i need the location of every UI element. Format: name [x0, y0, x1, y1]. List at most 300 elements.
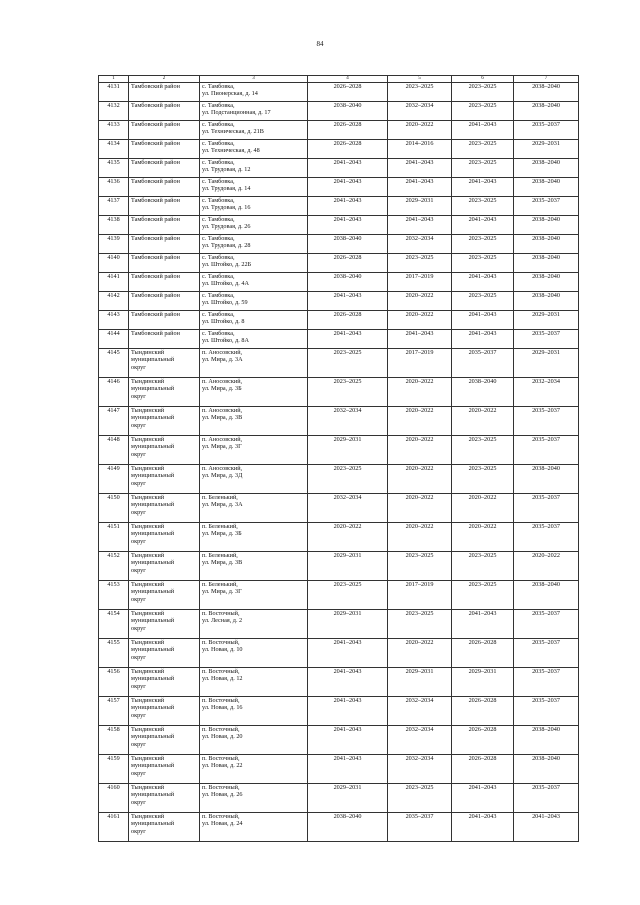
district-cell	[129, 523, 200, 552]
period-cell-c7: 2038–2040	[514, 254, 579, 273]
address-cell	[200, 523, 308, 552]
period-cell-c7: 2041–2043	[514, 813, 579, 842]
district-line: округ	[131, 740, 146, 748]
period-cell-c5: 2017–2019	[388, 273, 452, 292]
row-number-cell: 4139	[99, 235, 129, 254]
district-line: Тындинский	[131, 465, 165, 472]
period-cell-c6: 2020–2022	[452, 407, 514, 436]
district-cell	[129, 813, 200, 842]
period-cell-c4: 2029–2031	[308, 552, 388, 581]
district-cell	[129, 102, 200, 121]
district-cell	[129, 726, 200, 755]
table-row	[99, 102, 579, 121]
table-row	[99, 311, 579, 330]
district-line: Тамбовский район	[131, 83, 180, 90]
address-line: п. Беленький,	[202, 523, 238, 530]
period-cell-c4: 2029–2031	[308, 610, 388, 639]
address-line: п. Восточный,	[202, 668, 240, 675]
district-line: округ	[131, 392, 146, 400]
period-cell-c4: 2041–2043	[308, 668, 388, 697]
district-line: округ	[131, 682, 146, 690]
row-number-cell: 4161	[99, 813, 129, 842]
row-number-cell: 4136	[99, 178, 129, 197]
row-number-cell: 4148	[99, 436, 129, 465]
period-cell-c5: 2032–2034	[388, 697, 452, 726]
table-row	[99, 330, 579, 349]
period-cell-c5: 2029–2031	[388, 197, 452, 216]
table-row	[99, 494, 579, 523]
district-cell	[129, 639, 200, 668]
row-number-cell: 4146	[99, 378, 129, 407]
district-cell	[129, 349, 200, 378]
period-cell-c4: 2023–2025	[308, 349, 388, 378]
period-cell-c7: 2038–2040	[514, 235, 579, 254]
period-cell-c6: 2029–2031	[452, 668, 514, 697]
district-line: Тындинский	[131, 581, 165, 588]
address-line: ул. Штойко, д. 4А	[202, 280, 249, 288]
address-cell	[200, 102, 308, 121]
period-cell-c7: 2038–2040	[514, 465, 579, 494]
address-line: п. Аносовский,	[202, 407, 243, 414]
district-line: округ	[131, 798, 146, 806]
district-line: Тындинский	[131, 407, 165, 414]
address-cell	[200, 121, 308, 140]
table-body	[99, 83, 579, 842]
period-cell-c5: 2023–2025	[388, 83, 452, 102]
address-line: ул. Штойко, д. 22Б	[202, 261, 252, 269]
address-cell	[200, 581, 308, 610]
district-line: Тамбовский район	[131, 140, 180, 147]
period-cell-c5: 2032–2034	[388, 755, 452, 784]
period-cell-c7: 2032–2034	[514, 378, 579, 407]
period-cell-c4: 2038–2040	[308, 102, 388, 121]
district-line: Тамбовский район	[131, 102, 180, 109]
district-cell	[129, 668, 200, 697]
column-header: 4	[308, 76, 388, 83]
address-line: п. Восточный,	[202, 639, 240, 646]
row-number-cell: 4145	[99, 349, 129, 378]
district-line: Тамбовский район	[131, 178, 180, 185]
district-line: Тамбовский район	[131, 197, 180, 204]
address-line: п. Восточный,	[202, 726, 240, 733]
row-number-cell: 4154	[99, 610, 129, 639]
period-cell-c4: 2023–2025	[308, 581, 388, 610]
period-cell-c6: 2041–2043	[452, 330, 514, 349]
district-cell	[129, 121, 200, 140]
district-cell	[129, 178, 200, 197]
district-line: округ	[131, 827, 146, 835]
period-cell-c7: 2035–2037	[514, 523, 579, 552]
row-number-cell: 4158	[99, 726, 129, 755]
district-cell	[129, 755, 200, 784]
district-line: муниципальный	[131, 791, 175, 799]
period-cell-c4: 2041–2043	[308, 726, 388, 755]
district-line: округ	[131, 624, 146, 632]
address-cell	[200, 726, 308, 755]
period-cell-c4: 2038–2040	[308, 235, 388, 254]
period-cell-c4: 2038–2040	[308, 273, 388, 292]
district-cell	[129, 378, 200, 407]
district-line: муниципальный	[131, 472, 175, 480]
district-line: муниципальный	[131, 501, 175, 509]
district-cell	[129, 494, 200, 523]
address-line: п. Восточный,	[202, 784, 240, 791]
row-number-cell: 4160	[99, 784, 129, 813]
column-header: 2	[129, 76, 200, 83]
district-line: Тамбовский район	[131, 121, 180, 128]
period-cell-c7: 2038–2040	[514, 273, 579, 292]
district-line: муниципальный	[131, 646, 175, 654]
table-row	[99, 235, 579, 254]
district-line: муниципальный	[131, 675, 175, 683]
period-cell-c5: 2023–2025	[388, 610, 452, 639]
table-row	[99, 216, 579, 235]
row-number-cell: 4143	[99, 311, 129, 330]
district-line: Тындинский	[131, 349, 165, 356]
period-cell-c7: 2035–2037	[514, 436, 579, 465]
district-line: муниципальный	[131, 820, 175, 828]
period-cell-c5: 2041–2043	[388, 216, 452, 235]
period-cell-c6: 2023–2025	[452, 140, 514, 159]
row-number-cell: 4150	[99, 494, 129, 523]
period-cell-c7: 2035–2037	[514, 697, 579, 726]
address-line: ул. Мира, д. 3Б	[202, 530, 242, 538]
period-cell-c7: 2038–2040	[514, 102, 579, 121]
period-cell-c4: 2023–2025	[308, 378, 388, 407]
period-cell-c6: 2023–2025	[452, 581, 514, 610]
address-line: п. Восточный,	[202, 697, 240, 704]
district-line: Тамбовский район	[131, 292, 180, 299]
row-number-cell: 4142	[99, 292, 129, 311]
district-cell	[129, 581, 200, 610]
address-line: ул. Новая, д. 24	[202, 820, 243, 828]
district-line: Тамбовский район	[131, 254, 180, 261]
column-header: 3	[200, 76, 308, 83]
period-cell-c6: 2023–2025	[452, 436, 514, 465]
period-cell-c7: 2038–2040	[514, 755, 579, 784]
period-cell-c7: 2035–2037	[514, 197, 579, 216]
address-line: ул. Новая, д. 22	[202, 762, 243, 770]
row-number-cell: 4147	[99, 407, 129, 436]
address-cell	[200, 178, 308, 197]
period-cell-c5: 2035–2037	[388, 813, 452, 842]
period-cell-c6: 2041–2043	[452, 273, 514, 292]
address-line: п. Беленький,	[202, 552, 238, 559]
district-cell	[129, 330, 200, 349]
address-line: ул. Новая, д. 20	[202, 733, 243, 741]
row-number-cell: 4144	[99, 330, 129, 349]
period-cell-c6: 2023–2025	[452, 83, 514, 102]
period-cell-c5: 2041–2043	[388, 330, 452, 349]
district-line: Тамбовский район	[131, 235, 180, 242]
address-cell	[200, 330, 308, 349]
table-row	[99, 726, 579, 755]
period-cell-c4: 2032–2034	[308, 494, 388, 523]
period-cell-c4: 2029–2031	[308, 784, 388, 813]
period-cell-c7: 2035–2037	[514, 330, 579, 349]
period-cell-c7: 2038–2040	[514, 178, 579, 197]
district-cell	[129, 216, 200, 235]
district-line: муниципальный	[131, 588, 175, 596]
period-cell-c6: 2041–2043	[452, 610, 514, 639]
column-header: 1	[99, 76, 129, 83]
district-cell	[129, 436, 200, 465]
address-line: ул. Лесная, д. 2	[202, 617, 243, 625]
address-line: ул. Мира, д. 3А	[202, 356, 243, 364]
district-line: муниципальный	[131, 356, 175, 364]
address-cell	[200, 813, 308, 842]
address-line: ул. Пионерская, д. 14	[202, 90, 258, 98]
district-cell	[129, 235, 200, 254]
page-number: 84	[316, 40, 324, 48]
address-line: с. Тамбовка,	[202, 159, 235, 166]
period-cell-c6: 2023–2025	[452, 552, 514, 581]
district-cell	[129, 273, 200, 292]
address-line: с. Тамбовка,	[202, 216, 235, 223]
address-cell	[200, 159, 308, 178]
address-line: п. Восточный,	[202, 610, 240, 617]
period-cell-c7: 2029–2031	[514, 311, 579, 330]
district-line: округ	[131, 537, 146, 545]
district-line: округ	[131, 508, 146, 516]
address-line: с. Тамбовка,	[202, 254, 235, 261]
period-cell-c5: 2017–2019	[388, 581, 452, 610]
district-cell	[129, 159, 200, 178]
district-cell	[129, 311, 200, 330]
row-number-cell: 4138	[99, 216, 129, 235]
period-cell-c6: 2026–2028	[452, 697, 514, 726]
table-row	[99, 668, 579, 697]
table-row	[99, 552, 579, 581]
address-cell	[200, 311, 308, 330]
address-cell	[200, 436, 308, 465]
address-cell	[200, 273, 308, 292]
period-cell-c5: 2014–2016	[388, 140, 452, 159]
district-line: муниципальный	[131, 762, 175, 770]
address-line: ул. Трудовая, д. 26	[202, 223, 251, 231]
period-cell-c6: 2041–2043	[452, 121, 514, 140]
period-cell-c4: 2026–2028	[308, 140, 388, 159]
period-cell-c4: 2041–2043	[308, 639, 388, 668]
row-number-cell: 4140	[99, 254, 129, 273]
district-line: Тындинский	[131, 523, 165, 530]
row-number-cell: 4131	[99, 83, 129, 102]
address-line: ул. Мира, д. 3Г	[202, 443, 242, 451]
period-cell-c5: 2020–2022	[388, 311, 452, 330]
period-cell-c6: 2020–2022	[452, 494, 514, 523]
district-line: округ	[131, 450, 146, 458]
district-line: муниципальный	[131, 733, 175, 741]
period-cell-c7: 2038–2040	[514, 726, 579, 755]
period-cell-c5: 2023–2025	[388, 784, 452, 813]
table-row	[99, 292, 579, 311]
address-line: п. Восточный,	[202, 755, 240, 762]
period-cell-c6: 2035–2037	[452, 349, 514, 378]
district-line: Тамбовский район	[131, 159, 180, 166]
table-row	[99, 254, 579, 273]
address-line: с. Тамбовка,	[202, 102, 235, 109]
period-cell-c6: 2020–2022	[452, 523, 514, 552]
district-line: Тындинский	[131, 697, 165, 704]
row-number-cell: 4135	[99, 159, 129, 178]
table-row	[99, 140, 579, 159]
address-line: п. Аносовский,	[202, 436, 243, 443]
address-line: ул. Трудовая, д. 28	[202, 242, 251, 250]
district-line: муниципальный	[131, 617, 175, 625]
district-line: Тындинский	[131, 784, 165, 791]
period-cell-c5: 2020–2022	[388, 378, 452, 407]
period-cell-c4: 2029–2031	[308, 436, 388, 465]
address-line: с. Тамбовка,	[202, 311, 235, 318]
period-cell-c4: 2041–2043	[308, 697, 388, 726]
row-number-cell: 4132	[99, 102, 129, 121]
address-line: ул. Техническая, д. 48	[202, 147, 260, 155]
address-cell	[200, 83, 308, 102]
district-line: Тамбовский район	[131, 330, 180, 337]
period-cell-c5: 2041–2043	[388, 159, 452, 178]
district-cell	[129, 784, 200, 813]
period-cell-c7: 2038–2040	[514, 216, 579, 235]
period-cell-c4: 2041–2043	[308, 330, 388, 349]
address-line: ул. Мира, д. 3Д	[202, 472, 243, 480]
period-cell-c5: 2023–2025	[388, 552, 452, 581]
address-line: ул. Новая, д. 16	[202, 704, 243, 712]
period-cell-c6: 2023–2025	[452, 235, 514, 254]
district-line: Тындинский	[131, 494, 165, 501]
period-cell-c5: 2020–2022	[388, 436, 452, 465]
address-cell	[200, 197, 308, 216]
period-cell-c6: 2041–2043	[452, 784, 514, 813]
address-line: ул. Подстанционная, д. 17	[202, 109, 271, 117]
address-line: ул. Мира, д. 3Г	[202, 588, 242, 596]
column-header: 6	[452, 76, 514, 83]
district-line: Тындинский	[131, 813, 165, 820]
table-row	[99, 197, 579, 216]
district-line: округ	[131, 711, 146, 719]
address-line: ул. Новая, д. 26	[202, 791, 243, 799]
table-row	[99, 610, 579, 639]
period-cell-c5: 2020–2022	[388, 639, 452, 668]
address-line: ул. Трудовая, д. 14	[202, 185, 251, 193]
table-row	[99, 813, 579, 842]
district-cell	[129, 610, 200, 639]
period-cell-c5: 2020–2022	[388, 407, 452, 436]
address-line: с. Тамбовка,	[202, 330, 235, 337]
district-line: муниципальный	[131, 443, 175, 451]
period-cell-c4: 2026–2028	[308, 311, 388, 330]
district-line: Тындинский	[131, 726, 165, 733]
period-cell-c4: 2023–2025	[308, 465, 388, 494]
district-line: муниципальный	[131, 414, 175, 422]
address-cell	[200, 254, 308, 273]
period-cell-c5: 2032–2034	[388, 235, 452, 254]
row-number-cell: 4157	[99, 697, 129, 726]
table-row	[99, 407, 579, 436]
period-cell-c7: 2029–2031	[514, 140, 579, 159]
district-line: округ	[131, 363, 146, 371]
period-cell-c6: 2023–2025	[452, 465, 514, 494]
table-row	[99, 581, 579, 610]
period-cell-c5: 2020–2022	[388, 494, 452, 523]
district-line: Тындинский	[131, 552, 165, 559]
district-line: муниципальный	[131, 704, 175, 712]
period-cell-c4: 2026–2028	[308, 121, 388, 140]
district-cell	[129, 407, 200, 436]
period-cell-c4: 2041–2043	[308, 159, 388, 178]
period-cell-c4: 2041–2043	[308, 216, 388, 235]
district-cell	[129, 292, 200, 311]
district-cell	[129, 140, 200, 159]
period-cell-c6: 2026–2028	[452, 639, 514, 668]
district-line: округ	[131, 769, 146, 777]
period-cell-c4: 2026–2028	[308, 83, 388, 102]
column-header: 5	[388, 76, 452, 83]
period-cell-c4: 2041–2043	[308, 197, 388, 216]
district-cell	[129, 552, 200, 581]
address-line: с. Тамбовка,	[202, 83, 235, 90]
address-line: ул. Мира, д. 3В	[202, 414, 243, 422]
period-cell-c7: 2029–2031	[514, 349, 579, 378]
period-cell-c7: 2020–2022	[514, 552, 579, 581]
period-cell-c5: 2029–2031	[388, 668, 452, 697]
period-cell-c6: 2041–2043	[452, 311, 514, 330]
period-cell-c6: 2023–2025	[452, 159, 514, 178]
period-cell-c4: 2020–2022	[308, 523, 388, 552]
address-line: п. Аносовский,	[202, 349, 243, 356]
address-line: ул. Новая, д. 10	[202, 646, 243, 654]
row-number-cell: 4159	[99, 755, 129, 784]
table-row	[99, 697, 579, 726]
column-header: 7	[514, 76, 579, 83]
period-cell-c7: 2035–2037	[514, 639, 579, 668]
table-row	[99, 121, 579, 140]
address-line: п. Восточный,	[202, 813, 240, 820]
district-line: муниципальный	[131, 385, 175, 393]
address-line: ул. Новая, д. 12	[202, 675, 243, 683]
address-line: ул. Штойко, д. 8	[202, 318, 245, 326]
address-line: п. Беленький,	[202, 581, 238, 588]
address-line: ул. Трудовая, д. 12	[202, 166, 251, 174]
district-line: округ	[131, 479, 146, 487]
period-cell-c5: 2020–2022	[388, 292, 452, 311]
period-cell-c7: 2038–2040	[514, 292, 579, 311]
period-cell-c5: 2032–2034	[388, 726, 452, 755]
address-line: ул. Мира, д. 3А	[202, 501, 243, 509]
period-cell-c4: 2041–2043	[308, 178, 388, 197]
table-row	[99, 436, 579, 465]
district-line: округ	[131, 566, 146, 574]
address-cell	[200, 668, 308, 697]
row-number-cell: 4151	[99, 523, 129, 552]
address-line: ул. Трудовая, д. 16	[202, 204, 251, 212]
period-cell-c7: 2035–2037	[514, 610, 579, 639]
district-line: Тындинский	[131, 436, 165, 443]
address-cell	[200, 465, 308, 494]
period-cell-c7: 2035–2037	[514, 407, 579, 436]
table-row	[99, 273, 579, 292]
table-row	[99, 378, 579, 407]
district-line: муниципальный	[131, 559, 175, 567]
address-cell	[200, 292, 308, 311]
district-cell	[129, 83, 200, 102]
address-cell	[200, 216, 308, 235]
address-cell	[200, 552, 308, 581]
district-line: Тындинский	[131, 755, 165, 762]
address-cell	[200, 378, 308, 407]
address-line: ул. Штойко, д. 59	[202, 299, 248, 307]
period-cell-c4: 2041–2043	[308, 292, 388, 311]
period-cell-c5: 2017–2019	[388, 349, 452, 378]
